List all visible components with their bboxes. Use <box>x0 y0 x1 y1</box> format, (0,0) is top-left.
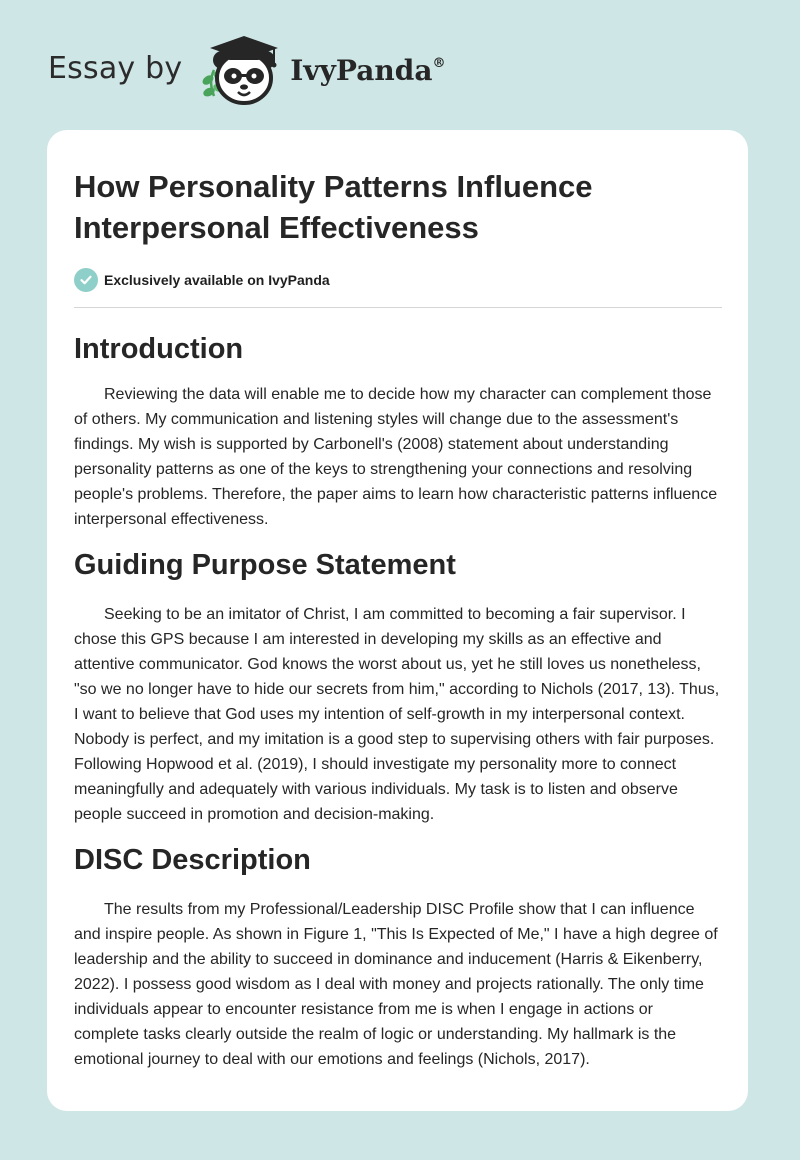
section-heading: Guiding Purpose Statement <box>74 549 456 581</box>
check-icon <box>74 268 98 292</box>
section-paragraph: Seeking to be an imitator of Christ, I am committed to becoming a fair supervisor. I chose this GPS because I am interested in developing my skills as an effective and attentive communicator. God knows the worst about us, yet he still loves us nonetheless, "so we no longer have to hide our secrets from him," according to Nichols (2017, 13). Thus, I want to believe that God uses my intention of self-growth in my interpersonal context. Nobody is perfect, and my imitation is a good step to supervising others with fair purposes. Following Hopwood et al. (2019), I should investigate my personality more to connect meaningfully and adequately with various individuals. My task is to listen and observe people succeed in promotion and decision-making. <box>74 606 720 823</box>
site-header <box>48 32 445 112</box>
section-heading: DISC Description <box>74 844 311 876</box>
page-title: How Personality Patterns Influence Interpersonal Effectiveness <box>74 169 593 245</box>
section-disc-description <box>74 842 722 1072</box>
brand-name[interactable]: IvyPanda® <box>290 53 446 87</box>
registered-mark: ® <box>432 56 446 72</box>
exclusive-badge <box>74 268 722 292</box>
section-paragraph: Reviewing the data will enable me to decide how my character can complement those of others. My communication and listening styles will change due to the assessment's findings. My wish is supported by Carbonell's (2008) statement about understanding personality patterns as one of the keys to strengthening your connections and resolving people's problems. Therefore, the paper aims to learn how characteristic patterns influence interpersonal effectiveness. <box>74 386 718 528</box>
section-paragraph: The results from my Professional/Leadership DISC Profile show that I can influence and inspire people. As shown in Figure 1, "This Is Expected of Me," I have a high degree of leadership and the ability to succeed in dominance and inducement (Harris & Eikenberry, 2022). I possess good wisdom as I deal with money and projects rationally. The only time individuals appear to encounter resistance from me is when I engage in actions or complete tasks clearly outside the realm of logic or understanding. My hallmark is the emotional journey to deal with our emotions and feelings (Nichols, 2017). <box>74 901 718 1068</box>
title-divider <box>74 307 722 308</box>
essay-by-label: Essay by <box>48 50 183 86</box>
essay-card <box>47 130 748 1111</box>
panda-graduate-logo-icon[interactable] <box>194 30 288 110</box>
exclusive-badge-label: Exclusively available on IvyPanda <box>104 272 330 288</box>
section-introduction <box>74 331 722 532</box>
section-heading: Introduction <box>74 333 244 365</box>
section-guiding-purpose-statement <box>74 547 722 827</box>
